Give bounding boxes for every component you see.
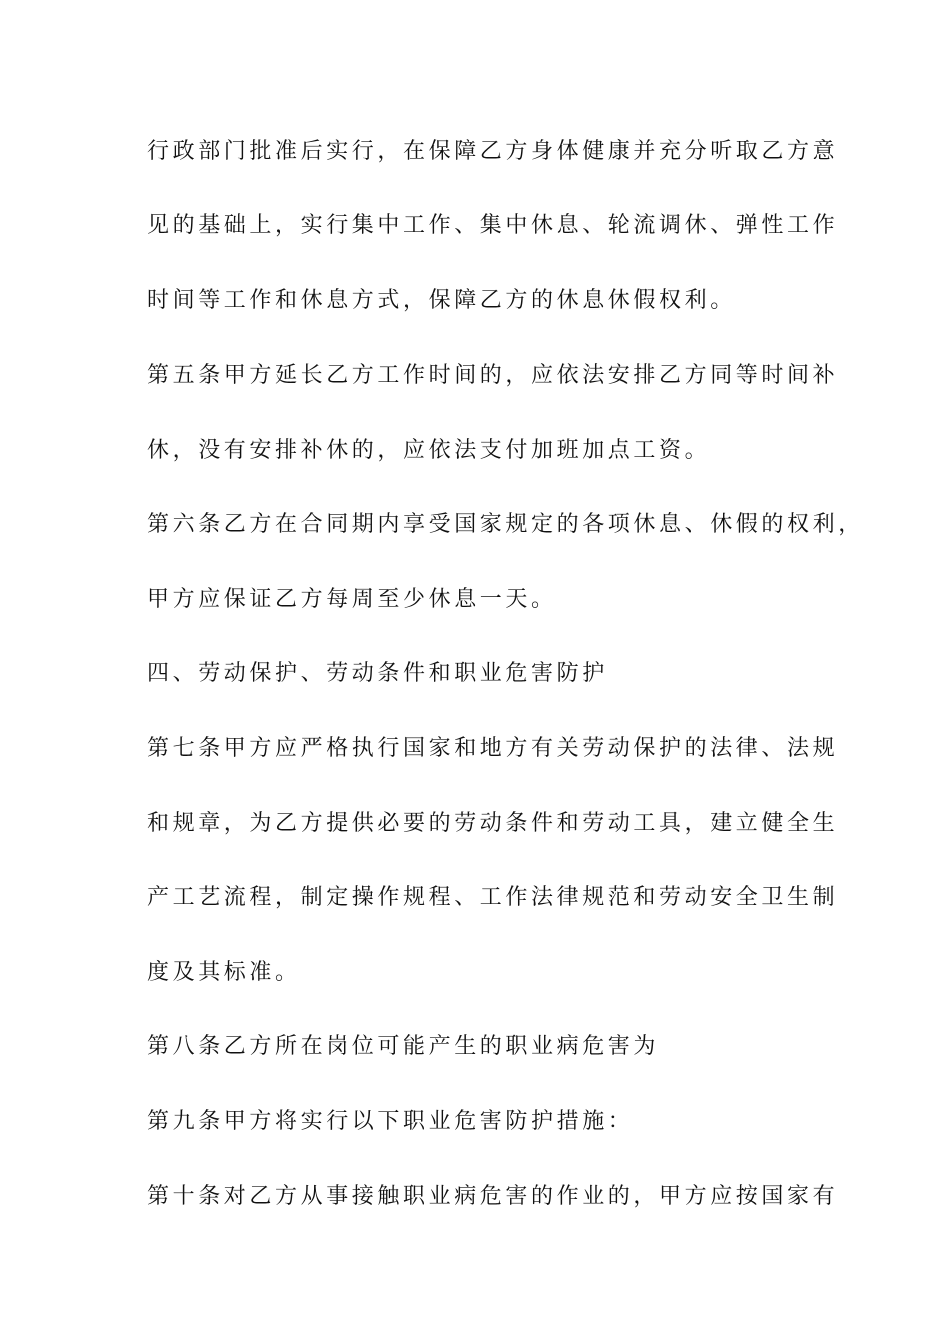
section-4-heading: 四、劳动保护、劳动条件和职业危害防护 [147,661,608,686]
article-6-line-2: 甲方应保证乙方每周至少休息一天。 [147,587,557,612]
article-10-line-1: 第十条对乙方从事接触职业病危害的作业的，甲方应按国家有 [147,1184,839,1209]
article-9-line-1: 第九条甲方将实行以下职业危害防护措施： [147,1109,634,1134]
text-line-2: 见的基础上，实行集中工作、集中休息、轮流调休、弹性工作 [147,213,839,238]
article-7-line-4: 度及其标准。 [147,960,301,985]
text-line-3: 时间等工作和休息方式，保障乙方的休息休假权利。 [147,288,736,313]
article-7-line-2: 和规章，为乙方提供必要的劳动条件和劳动工具，建立健全生 [147,811,839,836]
article-5-line-1: 第五条甲方延长乙方工作时间的，应依法安排乙方同等时间补 [147,363,839,388]
article-7-line-1: 第七条甲方应严格执行国家和地方有关劳动保护的法律、法规 [147,736,839,761]
article-7-line-3: 产工艺流程，制定操作规程、工作法律规范和劳动安全卫生制 [147,885,839,910]
article-8-line-1: 第八条乙方所在岗位可能产生的职业病危害为 [147,1034,660,1059]
article-5-line-2: 休，没有安排补休的，应依法支付加班加点工资。 [147,438,711,463]
text-line-1: 行政部门批准后实行，在保障乙方身体健康并充分听取乙方意 [147,139,839,164]
article-6-line-1: 第六条乙方在合同期内享受国家规定的各项休息、休假的权利， [147,512,864,537]
